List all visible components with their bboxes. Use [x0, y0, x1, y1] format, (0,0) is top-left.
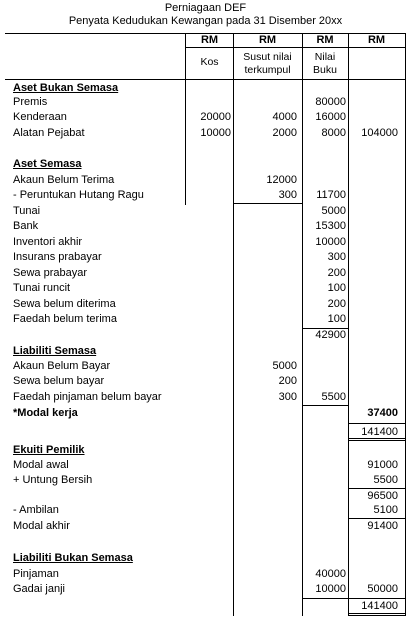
section-row [0, 81, 411, 96]
amount-c3: 5500 [321, 391, 346, 403]
rule-working-capital [348, 423, 405, 424]
rule-total-bottom [348, 615, 405, 616]
section-heading: Liabiliti Semasa [13, 345, 97, 357]
statement-row [0, 173, 411, 188]
statement-row [0, 390, 411, 405]
amount-c2: 200 [278, 375, 297, 387]
row-label: Sewa belum bayar [13, 375, 105, 387]
statement-row [0, 188, 411, 203]
amount-c3: 100 [327, 282, 346, 294]
amount-c4: 141400 [361, 600, 398, 612]
amount-c2: 5000 [272, 360, 297, 372]
section-heading: Ekuiti Pemilik [13, 444, 85, 456]
statement-row [0, 219, 411, 234]
amount-c4: 141400 [361, 426, 398, 438]
amount-c3: 16000 [315, 111, 346, 123]
statement-row [0, 266, 411, 281]
statement-row [0, 567, 411, 582]
amount-c1: 20000 [200, 111, 231, 123]
row-label: Bank [13, 220, 39, 232]
amount-c3: 15300 [315, 220, 346, 232]
amount-c4: 91400 [367, 520, 398, 532]
row-label: - Peruntukan Hutang Ragu [13, 189, 144, 201]
row-label: Inventori akhir [13, 236, 83, 248]
statement-row [0, 297, 411, 312]
business-name: Perniagaan DEF [164, 2, 247, 14]
amount-c3: 300 [327, 251, 346, 263]
row-label: - Ambilan [13, 504, 59, 516]
row-label: Pinjaman [13, 568, 59, 580]
amount-c4: 96500 [367, 490, 398, 502]
col2-currency: RM [258, 34, 277, 46]
amount-c2: 4000 [272, 111, 297, 123]
row-label: Tunai [13, 205, 41, 217]
row-label: *Modal kerja [13, 407, 78, 419]
row-label: Premis [13, 96, 48, 108]
amount-c3: 80000 [315, 96, 346, 108]
row-label: Alatan Pejabat [13, 127, 85, 139]
row-label: Kenderaan [13, 111, 67, 123]
section-heading: Liabiliti Bukan Semasa [13, 552, 133, 564]
amount-c3: 40000 [315, 568, 346, 580]
statement-row [0, 235, 411, 250]
statement-title: Penyata Kedudukan Kewangan pada 31 Disember 20xx [68, 15, 343, 27]
statement-row [0, 374, 411, 389]
section-heading: Aset Semasa [13, 158, 82, 170]
amount-c3: 100 [327, 313, 346, 325]
statement-row [0, 250, 411, 265]
statement-row [0, 406, 411, 421]
statement-row [0, 110, 411, 125]
col-susut-header-2: terkumpul [244, 64, 291, 76]
section-heading: Aset Bukan Semasa [13, 82, 119, 94]
col-kos-header: Kos [200, 56, 219, 68]
row-label: Faedah pinjaman belum bayar [13, 391, 162, 403]
row-label: Akaun Belum Bayar [13, 360, 111, 372]
amount-c4: 37400 [367, 407, 398, 419]
col4-currency: RM [367, 34, 386, 46]
statement-row [0, 126, 411, 141]
statement-row [0, 458, 411, 473]
section-row [0, 443, 411, 458]
amount-c2: 2000 [272, 127, 297, 139]
header-mid-rule [185, 47, 405, 48]
row-label: Sewa prabayar [13, 267, 87, 279]
section-row [0, 157, 411, 172]
statement-row [0, 328, 411, 343]
row-label: Gadai janji [13, 583, 65, 595]
statement-row [0, 281, 411, 296]
statement-row [0, 204, 411, 219]
statement-row [0, 312, 411, 327]
section-row [0, 344, 411, 359]
row-label: Modal akhir [13, 520, 70, 532]
amount-c4: 5100 [373, 504, 398, 516]
amount-c4: 50000 [367, 583, 398, 595]
statement-row [0, 503, 411, 518]
statement-row [0, 473, 411, 488]
amount-c2: 300 [278, 391, 297, 403]
statement-row [0, 359, 411, 374]
row-label: Insurans prabayar [13, 251, 102, 263]
amount-c3: 8000 [321, 127, 346, 139]
amount-c4: 104000 [361, 127, 398, 139]
statement-row [0, 519, 411, 534]
col1-currency: RM [200, 34, 219, 46]
col-nilai-header-1: Nilai [314, 51, 336, 63]
col3-currency: RM [316, 34, 334, 46]
amount-c2: 300 [278, 189, 297, 201]
statement-row [0, 425, 411, 440]
statement-row [0, 95, 411, 110]
row-label: Akaun Belum Terima [13, 174, 115, 186]
row-label: Tunai runcit [13, 282, 71, 294]
amount-c3: 200 [327, 267, 346, 279]
amount-c3: 11700 [316, 189, 346, 201]
statement-row [0, 582, 411, 597]
amount-c3: 10000 [315, 583, 346, 595]
row-label: Sewa belum diterima [13, 298, 116, 310]
amount-c3: 200 [327, 298, 346, 310]
statement-row [0, 489, 411, 504]
amount-c3: 10000 [315, 236, 346, 248]
amount-c2: 12000 [266, 174, 297, 186]
rule-total-assets-bottom [348, 440, 405, 441]
amount-c3: 5000 [321, 205, 346, 217]
amount-c4: 91000 [367, 459, 398, 471]
statement-row [0, 599, 411, 614]
col-susut-header-1: Susut nilai [243, 51, 292, 63]
amount-c3: 42900 [315, 329, 346, 341]
col-nilai-header-2: Buku [313, 64, 337, 76]
amount-c4: 5500 [373, 474, 398, 486]
amount-c1: 10000 [200, 127, 231, 139]
row-label: Modal awal [13, 459, 69, 471]
row-label: Faedah belum terima [13, 313, 117, 325]
header-bottom-rule [5, 79, 405, 80]
section-row [0, 551, 411, 566]
col-divider-1-header [185, 33, 186, 80]
row-label: + Untung Bersih [13, 474, 93, 486]
